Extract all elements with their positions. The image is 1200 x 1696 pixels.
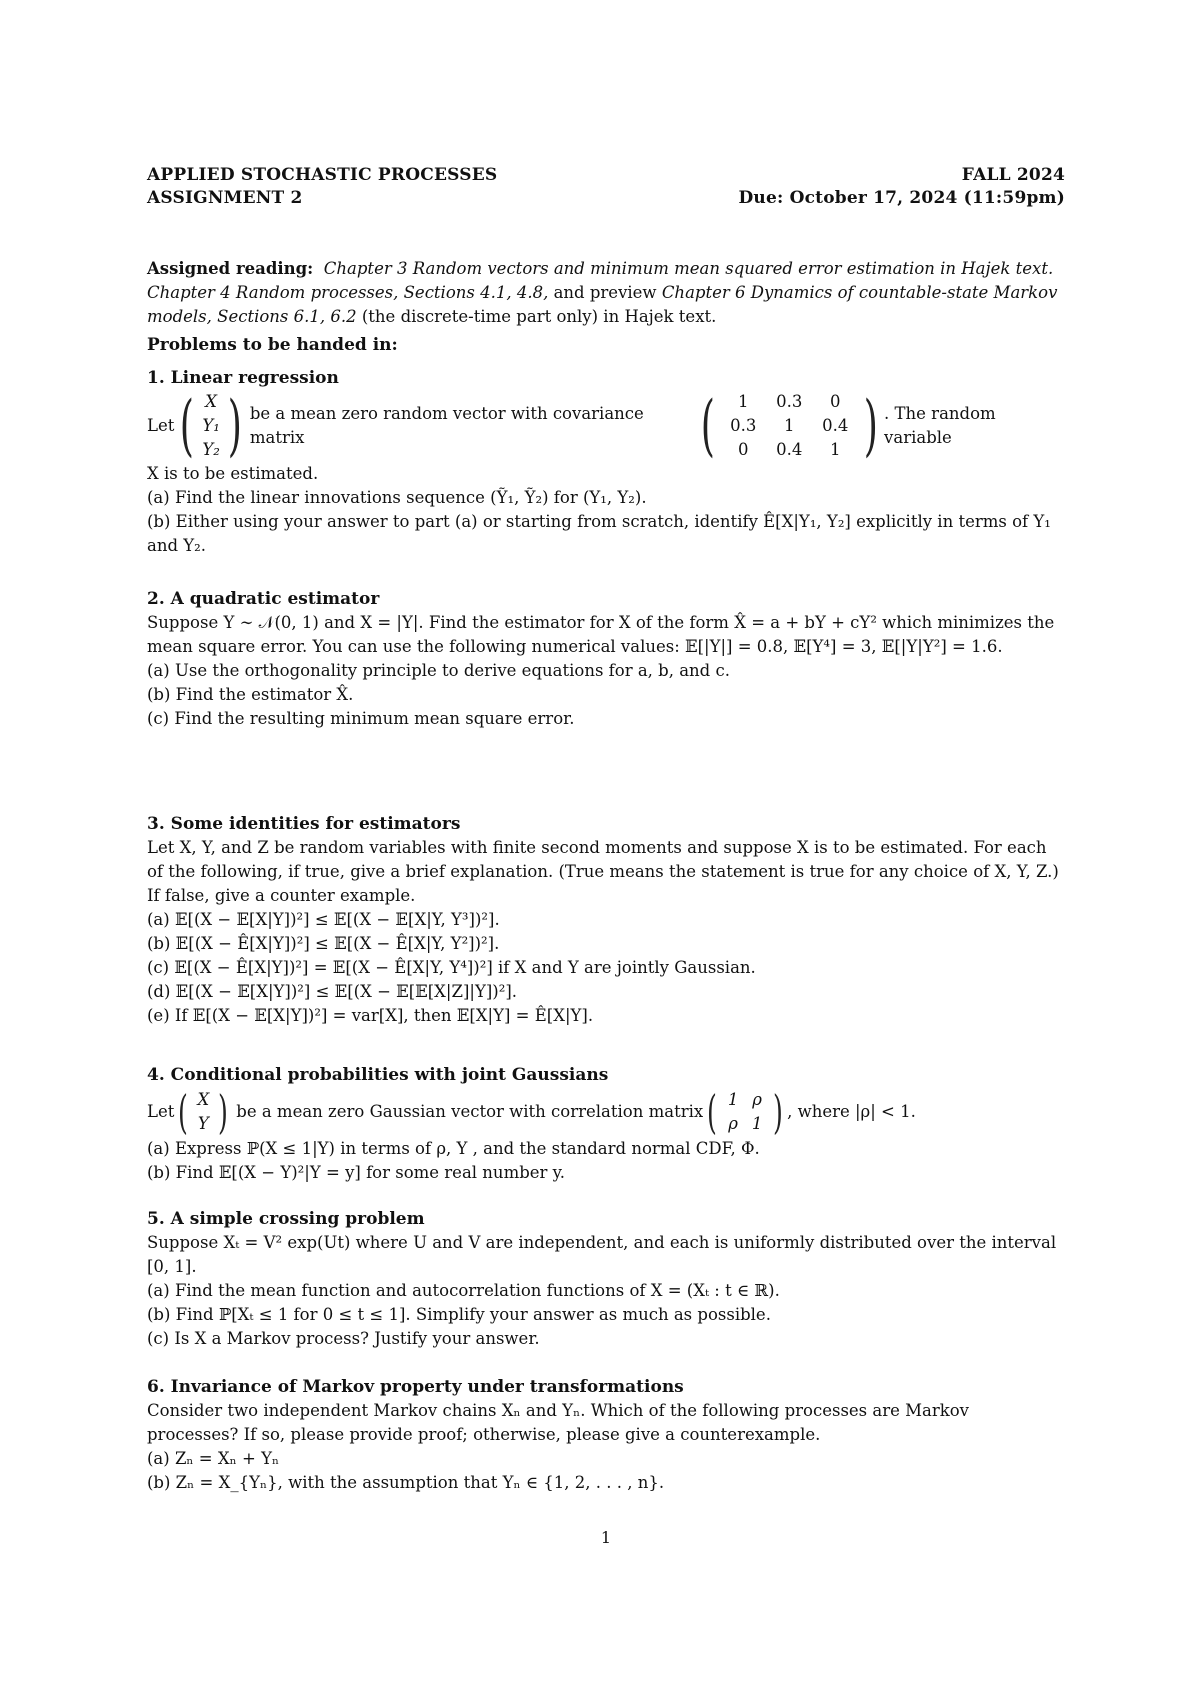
- p6-title: 6. Invariance of Markov property under transformations: [147, 1377, 684, 1397]
- p3-part-b: (b) 𝔼[(X − Ê[X|Y])²] ≤ 𝔼[(X − Ê[X|Y, Y²])²].: [147, 934, 500, 953]
- p1-m12: 0.4: [822, 416, 849, 435]
- p2-part-b: (b) Find the estimator X̂.: [147, 685, 354, 704]
- p5-title: 5. A simple crossing problem: [147, 1209, 425, 1229]
- p5-part-a: (a) Find the mean function and autocorrelation functions of X = (Xₜ : t ∈ ℝ).: [147, 1281, 780, 1300]
- problem-3: [147, 812, 1065, 1028]
- p1-m01: 0.3: [776, 392, 803, 411]
- p1-m11: 1: [784, 416, 795, 435]
- p4-m11: 1: [751, 1114, 763, 1133]
- p3-part-e: (e) If 𝔼[(X − 𝔼[X|Y])²] = var[X], then 𝔼[X|Y] = Ê[X|Y].: [147, 1006, 594, 1025]
- problem-4: [147, 1063, 1065, 1185]
- reading-tail: (the discrete-time part only) in Hajek text.: [361, 307, 717, 326]
- reading-label: Assigned reading:: [147, 259, 314, 278]
- p1-mid: be a mean zero random vector with covariance matrix: [249, 404, 644, 447]
- p1-tail: . The random variable: [884, 404, 996, 447]
- problems-heading: Problems to be handed in:: [147, 335, 398, 355]
- p4-title: 4. Conditional probabilities with joint Gaussians: [147, 1065, 609, 1085]
- problem-6: [147, 1375, 1065, 1495]
- p4-tail: , where |ρ| < 1.: [787, 1102, 916, 1121]
- p6-text: Consider two independent Markov chains Xₙ and Yₙ. Which of the following processes are Markov processes? If so, please provide proof; otherwise, please give a counterexample.: [147, 1401, 969, 1444]
- p4-m00: 1: [727, 1090, 739, 1109]
- term: FALL 2024: [961, 165, 1065, 185]
- p1-vec-y1: Y₁: [202, 416, 220, 435]
- p1-m22: 1: [830, 440, 841, 459]
- p3-part-a: (a) 𝔼[(X − 𝔼[X|Y])²] ≤ 𝔼[(X − 𝔼[X|Y, Y³])²].: [147, 910, 500, 929]
- p2-title: 2. A quadratic estimator: [147, 589, 380, 609]
- p4-m10: ρ: [728, 1114, 738, 1133]
- reading-ch4: Chapter 4 Random processes, Sections 4.1, 4.8,: [147, 283, 549, 302]
- p1-line2: X is to be estimated.: [147, 464, 319, 483]
- p4-mid: be a mean zero Gaussian vector with correlation matrix: [236, 1102, 704, 1121]
- p4-part-a: (a) Express ℙ(X ≤ 1|Y) in terms of ρ, Y , and the standard normal CDF, Φ.: [147, 1139, 760, 1158]
- due-date: Due: October 17, 2024 (11:59pm): [738, 188, 1065, 208]
- course-title: APPLIED STOCHASTIC PROCESSES: [147, 165, 498, 185]
- p1-m21: 0.4: [776, 440, 803, 459]
- p4-vec-y: Y: [197, 1114, 209, 1133]
- p1-part-a: (a) Find the linear innovations sequence (Ỹ₁, Ỹ₂) for (Y₁, Y₂).: [147, 488, 647, 507]
- p6-part-b: (b) Zₙ = X_{Yₙ}, with the assumption that Yₙ ∈ {1, 2, . . . , n}.: [147, 1473, 665, 1492]
- p4-correlation-matrix: ( 1 ρ ρ 1 ): [707, 1085, 784, 1139]
- reading-ch3: Chapter 3 Random vectors and minimum mean squared error estimation in Hajek text.: [323, 259, 1054, 278]
- p1-m10: 0.3: [730, 416, 757, 435]
- reading-ch6: Chapter 6 Dynamics of countable-state Markov models, Sections 6.1, 6.2: [147, 283, 1058, 326]
- problem-1: [147, 366, 1065, 558]
- p4-part-b: (b) Find 𝔼[(X − Y)²|Y = y] for some real number y.: [147, 1163, 566, 1182]
- p3-part-c: (c) 𝔼[(X − Ê[X|Y])²] = 𝔼[(X − Ê[X|Y, Y⁴])²] if X and Y are jointly Gaussian.: [147, 958, 756, 977]
- p1-vec-x: X: [205, 392, 217, 411]
- p2-text: Suppose Y ∼ 𝒩(0, 1) and X = |Y|. Find the estimator for X of the form X̂ = a + bY + cY² which minimizes the mean square error. You can use the following numerical values: 𝔼[|Y|] = 0.8, 𝔼[Y⁴] = 3, 𝔼[|Y|Y²] = 1.6.: [147, 613, 1055, 656]
- p4-let: Let: [147, 1102, 175, 1121]
- problem-2: [147, 587, 1065, 731]
- p1-covariance-matrix: ( 1 0.3 0 0.3 1 0.4 0 0.4 1 ): [700, 387, 879, 464]
- p2-part-a: (a) Use the orthogonality principle to derive equations for a, b, and c.: [147, 661, 730, 680]
- p5-part-b: (b) Find ℙ[Xₜ ≤ 1 for 0 ≤ t ≤ 1]. Simplify your answer as much as possible.: [147, 1305, 771, 1324]
- p4-vec-x: X: [197, 1090, 210, 1109]
- p3-part-d: (d) 𝔼[(X − 𝔼[X|Y])²] ≤ 𝔼[(X − 𝔼[𝔼[X|Z]|Y])²].: [147, 982, 518, 1001]
- p4-statement: [147, 1087, 1065, 1137]
- page-number: 1: [600, 1528, 612, 1547]
- reading-and-preview: and preview: [553, 283, 657, 302]
- p1-m20: 0: [738, 440, 749, 459]
- p1-part-b: (b) Either using your answer to part (a) or starting from scratch, identify Ê[X|Y₁, Y₂] explicitly in terms of Y₁ and Y₂.: [147, 512, 1051, 555]
- assignment-title: ASSIGNMENT 2: [147, 188, 303, 208]
- document-page: [147, 0, 1065, 1696]
- p3-text: Let X, Y, and Z be random variables with finite second moments and suppose X is to be estimated. For each of the following, if true, give a brief explanation. (True means the statement is true for any choice of X, Y, Z.) If false, give a counter example.: [147, 838, 1059, 905]
- p2-part-c: (c) Find the resulting minimum mean square error.: [147, 709, 575, 728]
- p6-part-a: (a) Zₙ = Xₙ + Yₙ: [147, 1449, 280, 1468]
- p1-statement: [147, 387, 1065, 464]
- p1-vector: ( X Y₁ Y₂ ): [180, 387, 243, 464]
- p4-m01: ρ: [752, 1090, 762, 1109]
- p4-vector: ( X Y ): [178, 1085, 229, 1139]
- problem-5: [147, 1207, 1065, 1351]
- p1-let: Let: [147, 416, 175, 435]
- p1-vec-y2: Y₂: [202, 440, 220, 459]
- p5-text: Suppose Xₜ = V² exp(Ut) where U and V are independent, and each is uniformly distributed over the interval [0, 1].: [147, 1233, 1057, 1276]
- assigned-reading: [147, 257, 1065, 329]
- p5-part-c: (c) Is X a Markov process? Justify your answer.: [147, 1329, 540, 1348]
- p1-m00: 1: [738, 392, 749, 411]
- p1-title: 1. Linear regression: [147, 368, 339, 388]
- p3-title: 3. Some identities for estimators: [147, 814, 461, 834]
- p1-m02: 0: [830, 392, 841, 411]
